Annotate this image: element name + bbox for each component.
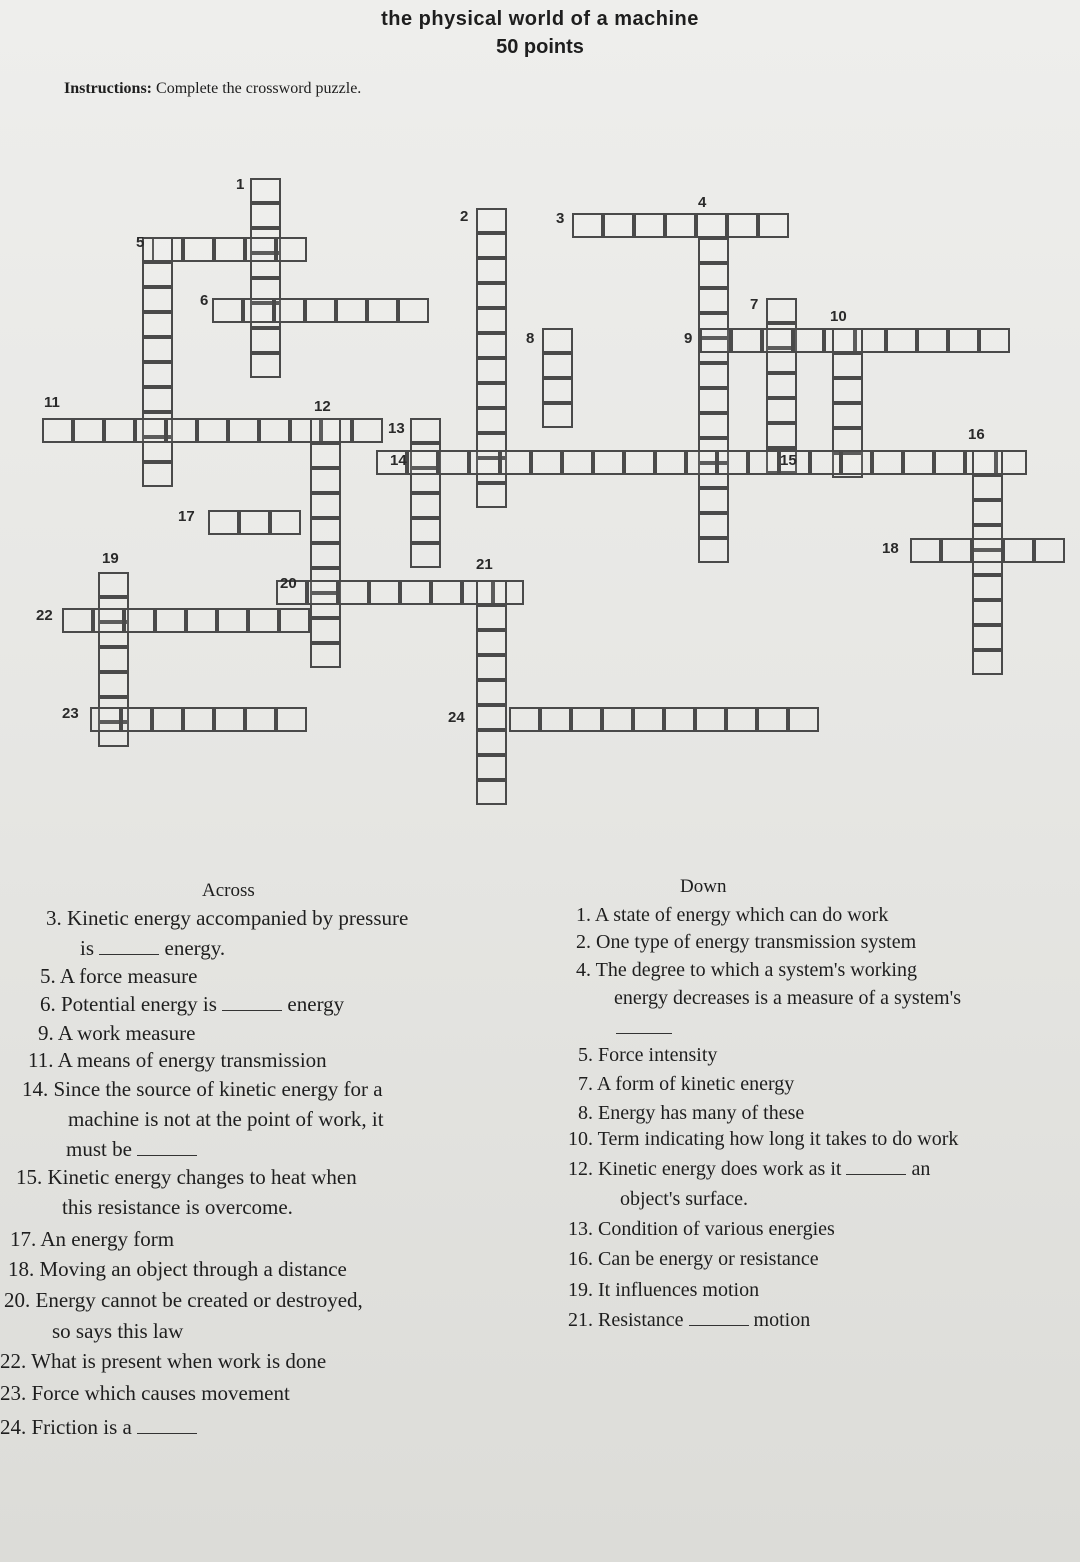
crossword-cell[interactable]: [665, 213, 696, 238]
crossword-cell[interactable]: [338, 580, 369, 605]
crossword-cell[interactable]: [979, 328, 1010, 353]
worksheet-title: the physical world of a machine: [381, 8, 699, 30]
crossword-cell[interactable]: [104, 418, 135, 443]
across-clue-20: 20. Energy cannot be created or destroyed,: [4, 1288, 363, 1312]
clue-number-11: 11: [44, 394, 60, 411]
crossword-cell[interactable]: [208, 510, 239, 535]
crossword-cell[interactable]: [698, 363, 729, 388]
clue-number-9: 9: [684, 330, 693, 347]
crossword-cell[interactable]: [934, 450, 965, 475]
crossword-cell[interactable]: [98, 672, 129, 697]
crossword-cell[interactable]: [166, 418, 197, 443]
crossword-cell[interactable]: [367, 298, 398, 323]
across-clue-24: 24. Friction is a: [0, 1412, 197, 1442]
crossword-cell[interactable]: [762, 328, 793, 353]
crossword-cell[interactable]: [910, 538, 941, 563]
down-clue-2: 2. One type of energy transmission system: [576, 931, 917, 953]
crossword-cell[interactable]: [214, 707, 245, 732]
crossword-cell[interactable]: [972, 475, 1003, 500]
crossword-cell[interactable]: [766, 298, 797, 323]
crossword-cell[interactable]: [476, 208, 507, 233]
down-clue-4: 4. The degree to which a system's working: [576, 959, 917, 981]
crossword-cell[interactable]: [698, 388, 729, 413]
crossword-cell[interactable]: [941, 538, 972, 563]
clue-number-4: 4: [698, 194, 707, 211]
crossword-cell[interactable]: [603, 213, 634, 238]
clue-number-18: 18: [882, 540, 899, 557]
clue-number-22: 22: [36, 607, 53, 624]
clue-number-10: 10: [830, 308, 847, 325]
crossword-cell[interactable]: [400, 580, 431, 605]
across-clue-9: 9. A work measure: [38, 1021, 196, 1045]
crossword-cell[interactable]: [698, 488, 729, 513]
crossword-cell[interactable]: [832, 328, 863, 353]
crossword-cell[interactable]: [972, 450, 1003, 475]
crossword-cell[interactable]: [90, 707, 121, 732]
crossword-cell[interactable]: [142, 337, 173, 362]
crossword-cell[interactable]: [245, 237, 276, 262]
crossword-cell[interactable]: [476, 283, 507, 308]
crossword-cell[interactable]: [832, 353, 863, 378]
crossword-cell[interactable]: [469, 450, 500, 475]
down-clue-10: 10. Term indicating how long it takes to do work: [568, 1128, 959, 1150]
down-clue-21: 21. Resistance motion: [568, 1309, 811, 1331]
down-clue-12-cont: object's surface.: [620, 1188, 748, 1210]
crossword-cell[interactable]: [398, 298, 429, 323]
crossword-cell[interactable]: [142, 287, 173, 312]
crossword-cell[interactable]: [250, 328, 281, 353]
crossword-cell[interactable]: [250, 353, 281, 378]
crossword-cell[interactable]: [476, 308, 507, 333]
down-clue-1: 1. A state of energy which can do work: [576, 904, 889, 926]
crossword-cell[interactable]: [73, 418, 104, 443]
crossword-cell[interactable]: [886, 328, 917, 353]
crossword-cell[interactable]: [212, 298, 243, 323]
crossword-cell[interactable]: [903, 450, 934, 475]
crossword-cell[interactable]: [727, 213, 758, 238]
instructions-label: Instructions:: [64, 80, 153, 97]
down-clue-8: 8. Energy has many of these: [578, 1102, 805, 1124]
crossword-cell[interactable]: [310, 543, 341, 568]
crossword-cell[interactable]: [310, 518, 341, 543]
across-clue-17: 17. An energy form: [10, 1227, 175, 1251]
down-clue-5: 5. Force intensity: [578, 1044, 718, 1066]
crossword-cell[interactable]: [476, 730, 507, 755]
crossword-cell[interactable]: [142, 387, 173, 412]
crossword-cell[interactable]: [476, 580, 507, 605]
crossword-cell[interactable]: [766, 373, 797, 398]
across-clue-15: 15. Kinetic energy changes to heat when: [16, 1165, 357, 1189]
clue-number-17: 17: [178, 508, 195, 525]
crossword-cell[interactable]: [305, 298, 336, 323]
crossword-cell[interactable]: [142, 362, 173, 387]
crossword-cell[interactable]: [757, 707, 788, 732]
crossword-cell[interactable]: [698, 513, 729, 538]
crossword-cell[interactable]: [540, 707, 571, 732]
down-clue-4-cont: energy decreases is a measure of a system's: [614, 987, 961, 1009]
across-clue-20-cont: so says this law: [52, 1319, 184, 1343]
crossword-cell[interactable]: [352, 418, 383, 443]
crossword-cell[interactable]: [726, 707, 757, 732]
crossword-cell[interactable]: [664, 707, 695, 732]
crossword-cell[interactable]: [410, 418, 441, 443]
crossword-cell[interactable]: [276, 237, 307, 262]
crossword-cell[interactable]: [310, 618, 341, 643]
crossword-cell[interactable]: [633, 707, 664, 732]
crossword-cell[interactable]: [841, 450, 872, 475]
crossword-cell[interactable]: [270, 510, 301, 535]
crossword-cell[interactable]: [98, 647, 129, 672]
points-label: 50 points: [496, 36, 584, 58]
crossword-cell[interactable]: [217, 608, 248, 633]
clue-number-19: 19: [102, 550, 119, 567]
crossword-cell[interactable]: [239, 510, 270, 535]
crossword-cell[interactable]: [1034, 538, 1065, 563]
across-clue-14-cont: machine is not at the point of work, it: [68, 1107, 384, 1131]
crossword-cell[interactable]: [228, 418, 259, 443]
crossword-cell[interactable]: [214, 237, 245, 262]
across-clue-15-cont: this resistance is overcome.: [62, 1195, 293, 1219]
crossword-cell[interactable]: [307, 580, 338, 605]
down-clue-12: 12. Kinetic energy does work as it an: [568, 1158, 931, 1180]
crossword-cell[interactable]: [634, 213, 665, 238]
crossword-cell[interactable]: [972, 600, 1003, 625]
crossword-cell[interactable]: [42, 418, 73, 443]
crossword-cell[interactable]: [758, 213, 789, 238]
crossword-cell[interactable]: [93, 608, 124, 633]
across-clue-23: 23. Force which causes movement: [0, 1381, 290, 1405]
clue-number-1: 1: [236, 176, 245, 193]
across-clue-14: 14. Since the source of kinetic energy for a: [22, 1077, 383, 1101]
crossword-cell[interactable]: [476, 680, 507, 705]
crossword-cell[interactable]: [142, 312, 173, 337]
clue-number-13: 13: [388, 420, 405, 437]
crossword-cell[interactable]: [972, 538, 1003, 563]
crossword-cell[interactable]: [832, 378, 863, 403]
crossword-cell[interactable]: [572, 213, 603, 238]
crossword-cell[interactable]: [310, 468, 341, 493]
crossword-cell[interactable]: [972, 500, 1003, 525]
crossword-cell[interactable]: [972, 625, 1003, 650]
crossword-cell[interactable]: [698, 288, 729, 313]
crossword-cell[interactable]: [476, 383, 507, 408]
instructions-text: Complete the crossword puzzle.: [156, 80, 362, 97]
crossword-cell[interactable]: [98, 572, 129, 597]
crossword-cell[interactable]: [310, 643, 341, 668]
down-heading: Down: [680, 876, 727, 897]
crossword-cell[interactable]: [531, 450, 562, 475]
across-clue-14-cont2: must be: [66, 1134, 197, 1164]
crossword-cell[interactable]: [476, 780, 507, 805]
crossword-cell[interactable]: [686, 450, 717, 475]
crossword-cell[interactable]: [336, 298, 367, 323]
crossword-cell[interactable]: [655, 450, 686, 475]
crossword-cell[interactable]: [832, 403, 863, 428]
clue-number-14: 14: [390, 452, 407, 469]
clue-number-7: 7: [750, 296, 759, 313]
crossword-cell[interactable]: [135, 418, 166, 443]
crossword-cell[interactable]: [310, 443, 341, 468]
crossword-cell[interactable]: [124, 608, 155, 633]
clue-number-2: 2: [460, 208, 469, 225]
crossword-cell[interactable]: [476, 408, 507, 433]
crossword-cell[interactable]: [500, 450, 531, 475]
crossword-cell[interactable]: [142, 462, 173, 487]
crossword-cell[interactable]: [248, 608, 279, 633]
down-clue-13: 13. Condition of various energies: [568, 1218, 835, 1240]
crossword-cell[interactable]: [62, 608, 93, 633]
down-clue-7: 7. A form of kinetic energy: [578, 1073, 795, 1095]
clue-number-20: 20: [280, 575, 297, 592]
crossword-cell[interactable]: [407, 450, 438, 475]
crossword-cell[interactable]: [476, 358, 507, 383]
crossword-cell[interactable]: [310, 493, 341, 518]
crossword-cell[interactable]: [972, 650, 1003, 675]
across-clue-3: 3. Kinetic energy accompanied by pressure: [46, 906, 409, 930]
crossword-cell[interactable]: [593, 450, 624, 475]
crossword-cell[interactable]: [698, 413, 729, 438]
across-heading: Across: [202, 880, 255, 901]
crossword-cell[interactable]: [917, 328, 948, 353]
crossword-cell[interactable]: [250, 203, 281, 228]
crossword-cell[interactable]: [121, 707, 152, 732]
across-clue-6: 6. Potential energy is energy: [40, 992, 345, 1016]
crossword-cell[interactable]: [438, 450, 469, 475]
clue-number-16: 16: [968, 426, 985, 443]
clue-number-12: 12: [314, 398, 331, 415]
crossword-cell[interactable]: [948, 328, 979, 353]
crossword-cell[interactable]: [542, 378, 573, 403]
down-clue-16: 16. Can be energy or resistance: [568, 1248, 819, 1270]
crossword-cell[interactable]: [245, 707, 276, 732]
crossword-cell[interactable]: [259, 418, 290, 443]
crossword-cell[interactable]: [696, 213, 727, 238]
crossword-cell[interactable]: [410, 493, 441, 518]
crossword-cell[interactable]: [476, 483, 507, 508]
down-clue-4-blank: [616, 1033, 672, 1034]
across-clue-3-cont: is energy.: [80, 936, 226, 960]
across-clue-5: 5. A force measure: [40, 964, 198, 988]
crossword-cell[interactable]: [972, 575, 1003, 600]
crossword-cell[interactable]: [571, 707, 602, 732]
crossword-cell[interactable]: [410, 543, 441, 568]
crossword-cell[interactable]: [310, 418, 341, 443]
crossword-cell[interactable]: [602, 707, 633, 732]
crossword-cell[interactable]: [476, 258, 507, 283]
across-clue-18: 18. Moving an object through a distance: [8, 1257, 347, 1281]
crossword-cell[interactable]: [748, 450, 779, 475]
crossword-cell[interactable]: [276, 707, 307, 732]
crossword-cell[interactable]: [369, 580, 400, 605]
crossword-cell[interactable]: [476, 233, 507, 258]
instructions: [64, 80, 361, 98]
crossword-cell[interactable]: [476, 705, 507, 730]
crossword-cell[interactable]: [1003, 538, 1034, 563]
crossword-cell[interactable]: [476, 655, 507, 680]
crossword-cell[interactable]: [476, 605, 507, 630]
crossword-cell[interactable]: [279, 608, 310, 633]
crossword-cell[interactable]: [476, 755, 507, 780]
crossword-cell[interactable]: [542, 328, 573, 353]
crossword-cell[interactable]: [509, 707, 540, 732]
crossword-cell[interactable]: [872, 450, 903, 475]
crossword-cell[interactable]: [183, 707, 214, 732]
crossword-cell[interactable]: [717, 450, 748, 475]
clue-number-8: 8: [526, 330, 535, 347]
crossword-cell[interactable]: [562, 450, 593, 475]
crossword-cell[interactable]: [250, 178, 281, 203]
crossword-cell[interactable]: [766, 398, 797, 423]
across-clue-11: 11. A means of energy transmission: [28, 1048, 327, 1072]
crossword-cell[interactable]: [793, 328, 824, 353]
crossword-cell[interactable]: [695, 707, 726, 732]
clue-number-21: 21: [476, 556, 493, 573]
crossword-cell[interactable]: [431, 580, 462, 605]
clue-number-24: 24: [448, 709, 465, 726]
crossword-cell[interactable]: [542, 403, 573, 428]
crossword-cell[interactable]: [788, 707, 819, 732]
crossword-cell[interactable]: [731, 328, 762, 353]
crossword-cell[interactable]: [698, 263, 729, 288]
crossword-cell[interactable]: [476, 333, 507, 358]
crossword-cell[interactable]: [142, 262, 173, 287]
crossword-cell[interactable]: [624, 450, 655, 475]
crossword-cell[interactable]: [142, 237, 173, 262]
crossword-cell[interactable]: [186, 608, 217, 633]
crossword-cell[interactable]: [274, 298, 305, 323]
across-clue-22: 22. What is present when work is done: [0, 1349, 327, 1373]
clue-number-15: 15: [780, 452, 797, 469]
crossword-cell[interactable]: [810, 450, 841, 475]
crossword-cell[interactable]: [155, 608, 186, 633]
crossword-cell[interactable]: [476, 630, 507, 655]
crossword-cell[interactable]: [410, 518, 441, 543]
clue-number-6: 6: [200, 292, 209, 309]
crossword-cell[interactable]: [766, 423, 797, 448]
crossword-cell[interactable]: [542, 353, 573, 378]
clue-number-23: 23: [62, 705, 79, 722]
crossword-cell[interactable]: [152, 707, 183, 732]
crossword-cell[interactable]: [700, 328, 731, 353]
clue-number-5: 5: [136, 234, 145, 251]
clue-number-3: 3: [556, 210, 565, 227]
crossword-cell[interactable]: [183, 237, 214, 262]
crossword-cell[interactable]: [197, 418, 228, 443]
crossword-cell[interactable]: [243, 298, 274, 323]
down-clue-19: 19. It influences motion: [568, 1279, 760, 1301]
crossword-cell[interactable]: [698, 238, 729, 263]
crossword-cell[interactable]: [698, 538, 729, 563]
